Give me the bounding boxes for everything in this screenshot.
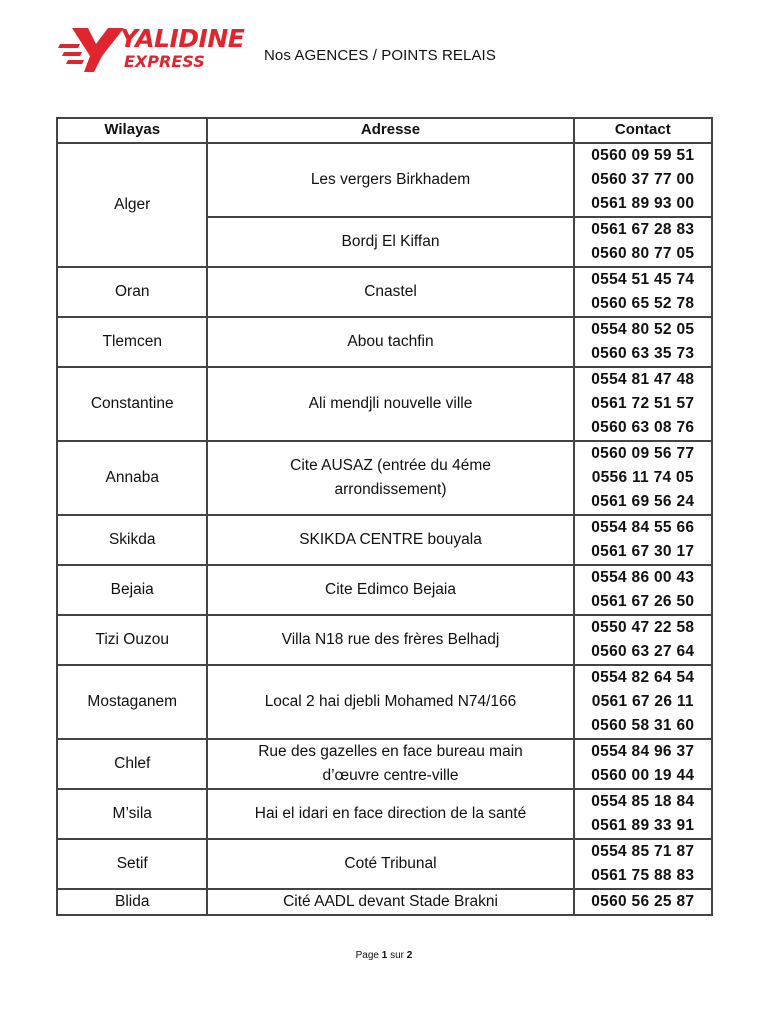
wilaya-cell: Oran	[58, 268, 208, 318]
address-cell	[208, 218, 574, 268]
phone-number: 0561 72 51 57	[591, 394, 695, 412]
phone-number: 0550 47 22 58	[591, 618, 695, 636]
address-line: Les vergers Birkhadem	[310, 170, 471, 188]
wilaya-cell: Tizi Ouzou	[58, 616, 208, 666]
address-line: Local 2 hai djebli Mohamed N74/166	[264, 692, 517, 710]
phone-number: 0560 65 52 78	[591, 294, 695, 312]
table-row	[58, 840, 713, 890]
contact-cell	[575, 218, 713, 268]
phone-number: 0554 84 96 37	[591, 742, 695, 760]
phone-number: 0561 89 93 00	[591, 194, 695, 212]
contact-cell	[575, 268, 713, 318]
logo-text-yalidine: YALIDINE	[120, 24, 245, 53]
footer-page-total: 2	[406, 950, 413, 961]
wilaya-cell: Chlef	[58, 740, 208, 790]
page-title: Nos AGENCES / POINTS RELAIS	[264, 47, 496, 64]
phone-number: 0554 86 00 43	[591, 568, 695, 586]
header-wilayas: Wilayas	[58, 119, 208, 144]
address-line: Coté Tribunal	[344, 854, 437, 872]
table-row	[58, 144, 713, 218]
table-row	[58, 740, 713, 790]
wilaya-cell: M’sila	[58, 790, 208, 840]
address-cell	[208, 740, 574, 790]
contact-cell	[575, 666, 713, 740]
phone-number: 0561 69 56 24	[591, 492, 695, 510]
table-row	[58, 368, 713, 442]
contact-cell	[575, 616, 713, 666]
phone-number: 0561 75 88 83	[591, 866, 695, 884]
address-line: Abou tachfin	[347, 332, 434, 350]
address-line: Cite AUSAZ (entrée du 4éme	[290, 457, 491, 475]
phone-number: 0560 58 31 60	[591, 716, 695, 734]
footer-page-label: Page	[355, 950, 379, 961]
address-cell	[208, 790, 574, 840]
address-cell	[208, 566, 574, 616]
logo-text-express: EXPRESS	[124, 52, 205, 71]
yalidine-logo	[58, 22, 245, 78]
phone-number: 0554 82 64 54	[591, 668, 695, 686]
contact-cell	[575, 740, 713, 790]
table-row	[58, 616, 713, 666]
contact-cell	[575, 516, 713, 566]
contact-cell	[575, 368, 713, 442]
address-cell	[208, 516, 574, 566]
wilaya-cell: Blida	[58, 890, 208, 916]
table-row	[58, 318, 713, 368]
phone-number: 0560 63 27 64	[591, 642, 695, 660]
address-cell	[208, 368, 574, 442]
wilaya-cell: Tlemcen	[58, 318, 208, 368]
address-cell	[208, 144, 574, 218]
footer-sur-label: sur	[390, 950, 405, 961]
phone-number: 0561 67 28 83	[591, 220, 695, 238]
phone-number: 0554 80 52 05	[591, 320, 695, 338]
phone-number: 0560 09 56 77	[591, 444, 695, 462]
wilaya-cell: Annaba	[58, 442, 208, 516]
address-line: Cite Edimco Bejaia	[325, 580, 456, 598]
contact-cell	[575, 790, 713, 840]
address-line: Ali mendjli nouvelle ville	[308, 394, 473, 412]
address-cell	[208, 890, 574, 916]
phone-number: 0554 81 47 48	[591, 370, 695, 388]
table-row	[58, 890, 713, 916]
header-contact: Contact	[575, 119, 713, 144]
header-adresse: Adresse	[208, 119, 574, 144]
footer-page-number: 1	[381, 950, 388, 961]
address-line: Cité AADL devant Stade Brakni	[283, 892, 498, 910]
address-line: Bordj El Kiffan	[341, 232, 440, 250]
phone-number: 0560 80 77 05	[591, 244, 695, 262]
phone-number: 0560 00 19 44	[591, 766, 695, 784]
contact-cell	[575, 144, 713, 218]
address-line-2: arrondissement)	[334, 480, 447, 498]
table-row	[58, 516, 713, 566]
contact-cell	[575, 318, 713, 368]
phone-number: 0561 89 33 91	[591, 816, 695, 834]
phone-number: 0560 37 77 00	[591, 170, 695, 188]
address-cell	[208, 318, 574, 368]
address-cell	[208, 268, 574, 318]
address-line: Cnastel	[364, 282, 417, 300]
table-row	[58, 566, 713, 616]
phone-number: 0554 85 71 87	[591, 842, 695, 860]
wilaya-cell: Bejaia	[58, 566, 208, 616]
contact-cell	[575, 840, 713, 890]
page-footer	[0, 950, 768, 961]
address-cell	[208, 666, 574, 740]
phone-number: 0560 63 35 73	[591, 344, 695, 362]
logo-mark-icon	[58, 22, 128, 78]
table-row	[58, 790, 713, 840]
table-row	[58, 442, 713, 516]
address-line: Villa N18 rue des frères Belhadj	[281, 630, 500, 648]
phone-number: 0561 67 26 11	[591, 692, 694, 710]
wilaya-cell: Constantine	[58, 368, 208, 442]
wilaya-cell: Setif	[58, 840, 208, 890]
table-header-row	[58, 119, 713, 144]
phone-number: 0554 84 55 66	[591, 518, 695, 536]
table-row	[58, 666, 713, 740]
contact-cell	[575, 442, 713, 516]
phone-number: 0561 67 26 50	[591, 592, 695, 610]
contact-cell	[575, 890, 713, 916]
wilaya-cell: Mostaganem	[58, 666, 208, 740]
address-cell	[208, 840, 574, 890]
phone-number: 0560 09 59 51	[591, 146, 695, 164]
phone-number: 0554 51 45 74	[591, 270, 695, 288]
address-cell	[208, 442, 574, 516]
address-line: Rue des gazelles en face bureau main	[258, 743, 523, 761]
address-line-2: d’œuvre centre-ville	[322, 766, 459, 784]
table-row	[58, 268, 713, 318]
address-line: SKIKDA CENTRE bouyala	[299, 530, 482, 548]
address-line: Hai el idari en face direction de la santé	[254, 804, 527, 822]
address-cell	[208, 616, 574, 666]
contact-cell	[575, 566, 713, 616]
agencies-table	[56, 117, 713, 916]
phone-number: 0556 11 74 05	[591, 468, 694, 486]
wilaya-cell: Skikda	[58, 516, 208, 566]
phone-number: 0554 85 18 84	[591, 792, 695, 810]
wilaya-cell: Alger	[58, 144, 208, 268]
phone-number: 0560 56 25 87	[591, 892, 695, 910]
phone-number: 0560 63 08 76	[591, 418, 695, 436]
phone-number: 0561 67 30 17	[591, 542, 695, 560]
